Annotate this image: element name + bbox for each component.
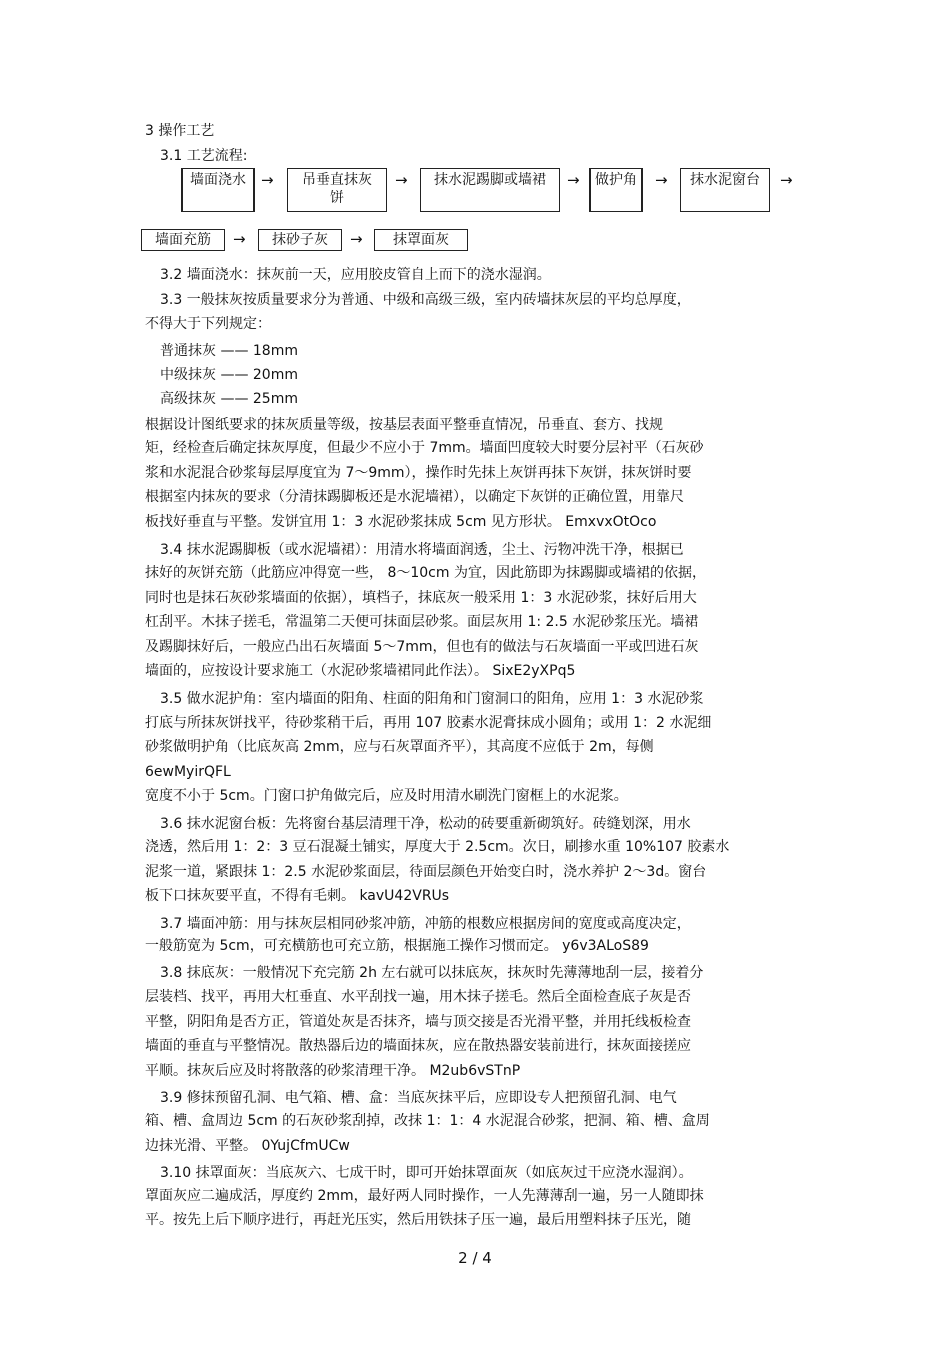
- text-line: 平整，阴阳角是否方正，管道处灰是否抹齐，墙与顶交接是否光滑平整，并用托线板检查: [145, 1014, 691, 1030]
- flow-step-wall-screed: 墙面充筋: [141, 229, 225, 251]
- text-line: 板找好垂直与平整。发饼宜用 1：3 水泥砂浆抹成 5cm 见方形状。 EmxvxOtOco: [145, 514, 657, 530]
- text-line: 砂浆做明护角（比底灰高 2mm，应与石灰罩面齐平），其高度不应低于 2m，每侧: [145, 739, 654, 755]
- flow-arrow: →: [395, 171, 408, 189]
- text-line: 层装档、找平，再用大杠垂直、水平刮找一遍，用木抹子搓毛。然后全面检查底子灰是否: [145, 989, 691, 1005]
- flow-step-sand-plaster: 抹砂子灰: [258, 229, 342, 251]
- flow-step-corner-guard: 做护角: [589, 168, 643, 212]
- text-line: 根据室内抹灰的要求（分清抹踢脚板还是水泥墙裙），以确定下灰饼的正确位置，用靠尺: [145, 489, 684, 505]
- text-line: 墙面的垂直与平整情况。散热器后边的墙面抹灰，应在散热器安装前进行，抹灰面接搓应: [145, 1038, 691, 1054]
- text-line: 普通抹灰 —— 18mm: [160, 343, 298, 359]
- text-line: 抹好的灰饼充筋（此筋应冲得宽一些， 8～10cm 为宜，因此筋即为抹踢脚或墙裙的依据，: [145, 565, 706, 581]
- text-line: 边抹光滑、平整。 0YujCfmUCw: [145, 1138, 350, 1154]
- text-line: 3.3 一般抹灰按质量要求分为普通、中级和高级三级，室内砖墙抹灰层的平均总厚度，: [160, 292, 691, 308]
- flow-arrow: →: [233, 230, 246, 248]
- text-line: 一般筋宽为 5cm，可充横筋也可充立筋，根据施工操作习惯而定。 y6v3ALoS89: [145, 938, 649, 954]
- section-heading: 3 操作工艺: [145, 123, 215, 139]
- text-line: 泥浆一道，紧跟抹 1：2.5 水泥砂浆面层，待面层颜色开始变白时，浇水养护 2～3d。窗台: [145, 864, 707, 880]
- text-line: 板下口抹灰要平直，不得有毛刺。 kavU42VRUs: [145, 888, 450, 904]
- text-line: 3.8 抹底灰：一般情况下充完筋 2h 左右就可以抹底灰，抹灰时先薄薄地刮一层，接着分: [160, 965, 704, 981]
- text-line: 平。按先上后下顺序进行，再赶光压实，然后用铁抹子压一遍，最后用塑料抹子压光，随: [145, 1212, 691, 1228]
- text-line: 不得大于下列规定：: [145, 316, 271, 332]
- text-line: 高级抹灰 —— 25mm: [160, 391, 298, 407]
- text-line: 3.10 抹罩面灰：当底灰六、七成干时，即可开始抹罩面灰（如底灰过干应浇水湿润）。: [160, 1165, 693, 1181]
- flow-arrow: →: [567, 171, 580, 189]
- text-line: 3.4 抹水泥踢脚板（或水泥墙裙）：用清水将墙面润透，尘土、污物冲洗干净，根据已: [160, 542, 684, 558]
- text-line: 箱、槽、盒周边 5cm 的石灰砂浆刮掉，改抹 1：1：4 水泥混合砂浆，把洞、箱、槽、盒周: [145, 1113, 710, 1129]
- text-line: 3.7 墙面冲筋：用与抹灰层相同砂浆冲筋，冲筋的根数应根据房间的宽度或高度决定，: [160, 916, 691, 932]
- text-line: 3.6 抹水泥窗台板：先将窗台基层清理干净，松动的砖要重新砌筑好。砖缝划深，用水: [160, 816, 691, 832]
- flow-arrow: →: [350, 230, 363, 248]
- text-line: 6ewMyirQFL: [145, 764, 231, 780]
- flow-step-wall-watering: 墙面浇水: [181, 168, 255, 212]
- text-line: 宽度不小于 5cm。门窗口护角做完后，应及时用清水刷洗门窗框上的水泥浆。: [145, 788, 628, 804]
- text-line: 3.5 做水泥护角：室内墙面的阳角、柱面的阳角和门窗洞口的阳角，应用 1：3 水泥砂浆: [160, 691, 704, 707]
- text-line: 打底与所抹灰饼找平，待砂浆稍干后，再用 107 胶素水泥膏抹成小圆角；或用 1：2 水泥细: [145, 715, 712, 731]
- page-number: 2 / 4: [458, 1249, 492, 1267]
- text-line: 浇透，然后用 1：2：3 豆石混凝土铺实，厚度大于 2.5cm。次日，刷掺水重 10%107 胶素水: [145, 839, 730, 855]
- flow-step-window-sill: 抹水泥窗台: [680, 168, 770, 212]
- text-line: 矩，经检查后确定抹灰厚度，但最少不应小于 7mm。墙面凹度较大时要分层衬平（石灰砂: [145, 440, 704, 456]
- text-line: 平顺。抹灰后应及时将散落的砂浆清理干净。 M2ub6vSTnP: [145, 1063, 521, 1079]
- text-line: 3.2 墙面浇水：抹灰前一天，应用胶皮管自上而下的浇水湿润。: [160, 267, 551, 283]
- flow-step-finish-coat: 抹罩面灰: [374, 229, 468, 251]
- text-line: 墙面的，应按设计要求施工（水泥砂浆墙裙同此作法）。 SixE2yXPq5: [145, 663, 576, 679]
- flow-arrow: →: [261, 171, 274, 189]
- flow-step-plumb-plaster-cake: 吊垂直抹灰饼: [287, 168, 387, 212]
- flow-step-skirting: 抹水泥踢脚或墙裙: [420, 168, 560, 212]
- text-line: 杠刮平。木抹子搓毛，常温第二天便可抹面层砂浆。面层灰用 1: 2.5 水泥砂浆压光。墙裙: [145, 614, 699, 630]
- text-line: 3.9 修抹预留孔洞、电气箱、槽、盒：当底灰抹平后，应即设专人把预留孔洞、电气: [160, 1090, 677, 1106]
- text-line: 中级抹灰 —— 20mm: [160, 367, 298, 383]
- flow-label: 3.1 工艺流程:: [160, 148, 248, 164]
- text-line: 及踢脚抹好后，一般应凸出石灰墙面 5～7mm，但也有的做法与石灰墙面一平或凹进石灰: [145, 639, 699, 655]
- flow-arrow: →: [655, 171, 668, 189]
- text-line: 罩面灰应二遍成活，厚度约 2mm，最好两人同时操作，一人先薄薄刮一遍，另一人随即抹: [145, 1188, 704, 1204]
- text-line: 浆和水泥混合砂浆每层厚度宜为 7～9mm），操作时先抹上灰饼再抹下灰饼，抹灰饼时要: [145, 465, 692, 481]
- text-line: 同时也是抹石灰砂浆墙面的依据），填档子，抹底灰一般采用 1：3 水泥砂浆，抹好后用大: [145, 590, 697, 606]
- flow-arrow: →: [780, 171, 793, 189]
- text-line: 根据设计图纸要求的抹灰质量等级，按基层表面平整垂直情况，吊垂直、套方、找规: [145, 417, 663, 433]
